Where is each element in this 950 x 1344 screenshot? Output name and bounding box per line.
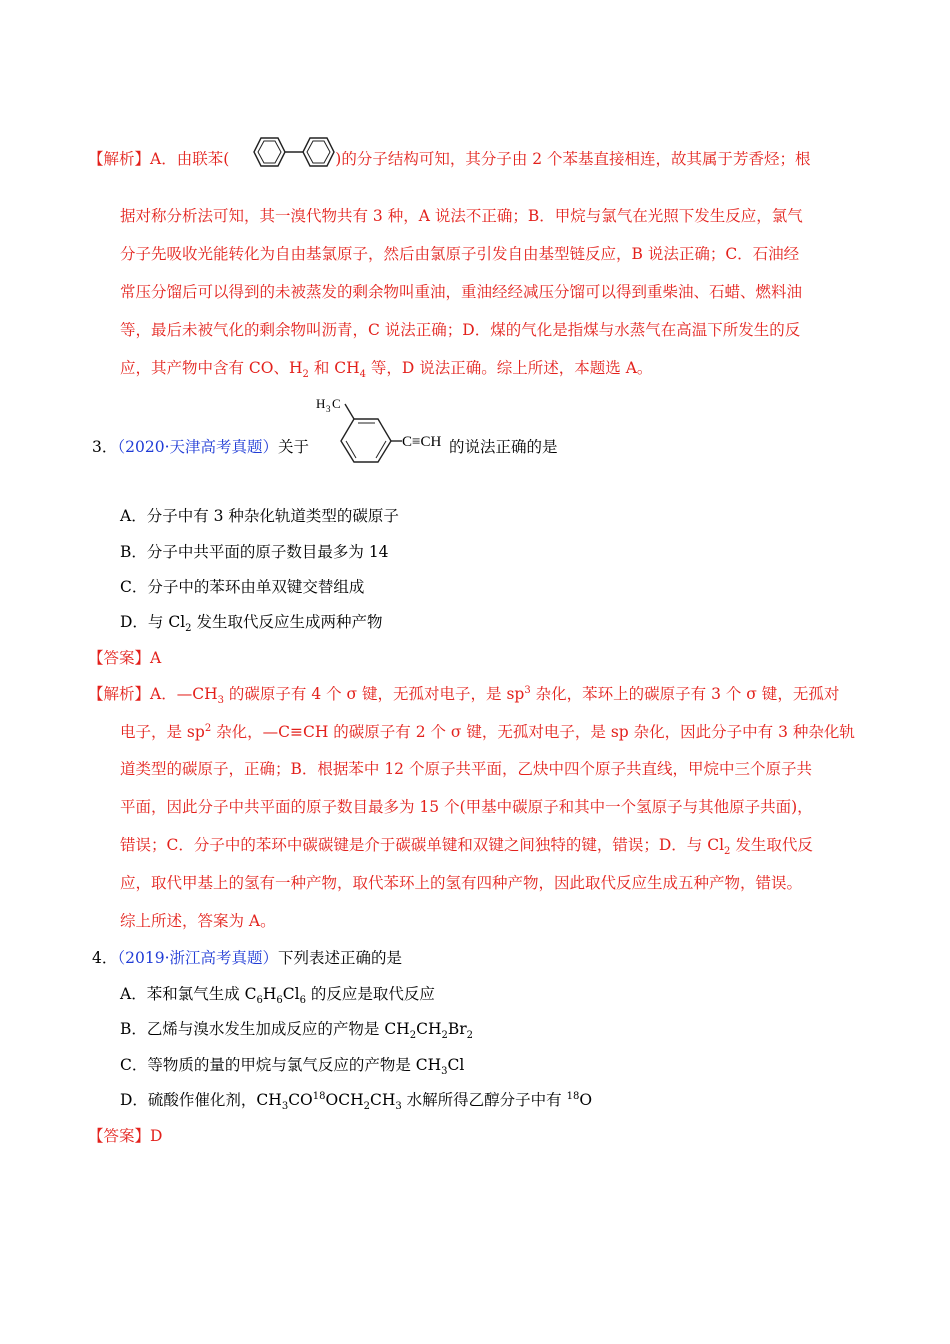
q3-stem: 3．（2020·天津高考真题）关于 的说法正确的是 — [92, 438, 558, 456]
q3-source: （2020·天津高考真题） — [117, 438, 278, 456]
q2-analysis-line-5: 等，最后未被气化的剩余物叫沥青，C 说法正确；D．煤的气化是指煤与水蒸气在高温下所发生的反 — [120, 321, 801, 339]
q4-answer-tag: 【答案】 — [88, 1127, 151, 1145]
q3-answer-value: A — [150, 649, 162, 667]
svg-text:H: H — [316, 396, 326, 411]
q3-number: 3． — [92, 438, 118, 456]
q4-option-c: C．等物质的量的甲烷与氯气反应的产物是 $CH_3Cl$ — [120, 1056, 465, 1078]
q4-answer — [88, 1126, 162, 1146]
q3-analysis-line-3: 道类型的碳原子，正确；B．根据苯中 12 个原子共平面，乙炔中四个原子共直线，甲烷中三个原子共 — [120, 760, 812, 778]
q3-analysis-line-2: 电子，是 $sp^2$ 杂化，—C≡CH 的碳原子有 2 个 σ 键，无孤对电子，是 sp 杂化，因此分子中有 3 种杂化轨 — [120, 722, 855, 741]
q3-analysis-line-1: 【解析】A．$—CH_3$ 的碳原子有 4 个 σ 键，无孤对电子，是 $sp^3$ 杂化，苯环上的碳原子有 3 个 σ 键，无孤对 — [88, 684, 840, 707]
q2-analysis-tag: 【解析】 — [88, 150, 151, 168]
q4-option-d: D．硫酸作催化剂，$CH_3CO^{18}OCH_2CH_3$ 水解所得乙醇分子中有 $^{18}$O — [120, 1090, 593, 1113]
q4-source: （2019·浙江高考真题） — [117, 949, 278, 967]
q3-option-b: B．分子中共平面的原子数目最多为 14 — [120, 543, 389, 561]
q3-analysis-line-4: 平面，因此分子中共平面的原子数目最多为 15 个(甲基中碳原子和其中一个氢原子与其他原子共面)， — [120, 798, 813, 816]
q3-option-d: D．与 $Cl_2$ 发生取代反应生成两种产物 — [120, 613, 383, 635]
q3-option-a: A．分子中有 3 种杂化轨道类型的碳原子 — [120, 507, 399, 525]
q3-analysis-line-6: 应，取代甲基上的氢有一种产物，取代苯环上的氢有四种产物，因此取代反应生成五种产物，错误。 — [120, 874, 803, 892]
svg-text:C≡CH: C≡CH — [402, 434, 442, 450]
q2-analysis-line-4: 常压分馏后可以得到的未被蒸发的剩余物叫重油，重油经经减压分馏可以得到重柴油、石蜡、燃料油 — [120, 283, 803, 301]
q3-analysis-line-5: 错误；C．分子中的苯环中碳碳键是介于碳碳单键和双键之间独特的键，错误；D．与 $Cl_2$ 发生取代反 — [120, 836, 813, 858]
q2-analysis-line-3: 分子先吸收光能转化为自由基氯原子，然后由氯原子引发自由基型链反应，B 说法正确；C．石油经 — [120, 245, 800, 263]
q4-option-a: A．苯和氯气生成 $C_6H_6Cl_6$ 的反应是取代反应 — [120, 985, 435, 1007]
q4-option-b: B．乙烯与溴水发生加成反应的产物是 $CH_2CH_2Br_2$ — [120, 1020, 474, 1042]
q3-answer — [88, 648, 161, 668]
biphenyl-structure — [240, 124, 350, 180]
q3-answer-tag: 【答案】 — [88, 649, 151, 667]
q2-analysis-line-2: 据对称分析法可知，其一溴代物共有 3 种，A 说法不正确；B．甲烷与氯气在光照下发生反应，氯气 — [120, 207, 803, 225]
q4-stem: 4．（2019·浙江高考真题）下列表述正确的是 — [92, 949, 403, 967]
q4-number: 4． — [92, 949, 118, 967]
svg-text:C: C — [332, 396, 341, 411]
q3-option-c: C．分子中的苯环由单双键交替组成 — [120, 578, 365, 596]
q2-analysis-line-6: 应，其产物中含有 CO、$H_2$ 和 $CH_4$ 等，D 说法正确。综上所述，本题选 A。 — [120, 359, 653, 381]
methylphenylacetylene-structure — [315, 392, 455, 466]
q3-analysis-line-7: 综上所述，答案为 A。 — [120, 912, 276, 930]
q4-answer-value: D — [150, 1127, 163, 1145]
q2-analysis-line-1: 【解析】A．由联苯( )的分子结构可知，其分子由 2 个苯基直接相连，故其属于芳香烃；根 — [88, 150, 811, 168]
q3-analysis-tag: 【解析】 — [88, 685, 151, 703]
svg-text:3: 3 — [326, 404, 331, 414]
